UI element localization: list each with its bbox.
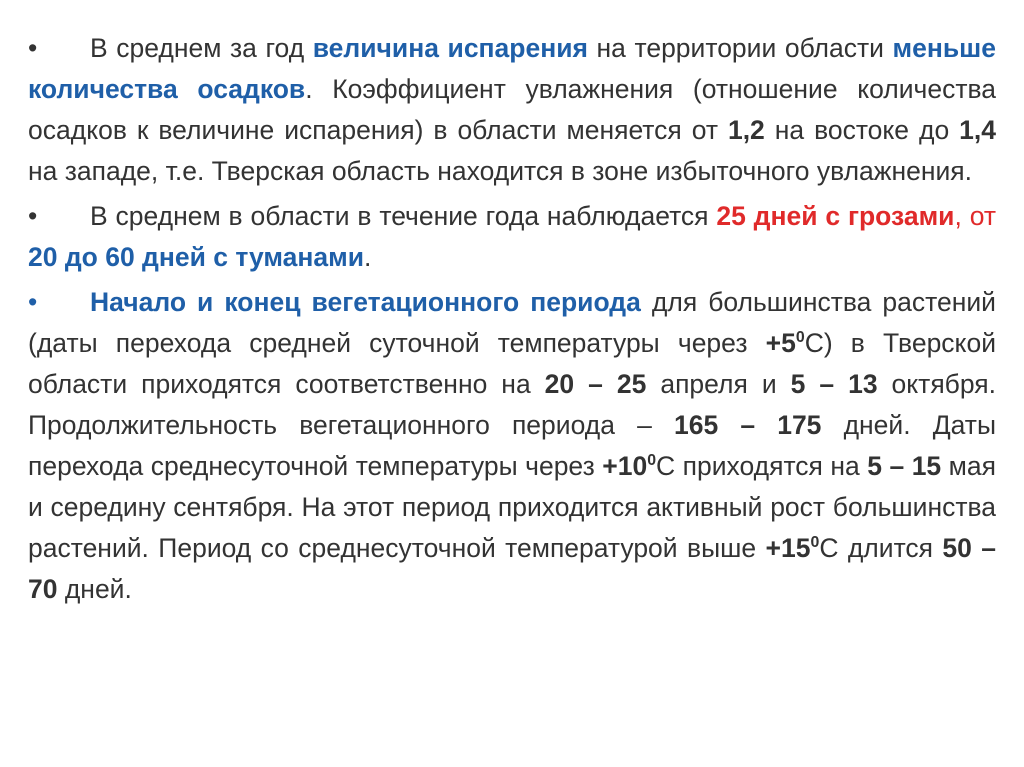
value-temp-15: $+15^0$ — [765, 533, 820, 563]
value-april-range: 20 – 25 — [544, 369, 647, 399]
value-coef-east: 1,2 — [727, 115, 765, 145]
highlight-vegetation-period: Начало и конец вегетационного периода — [90, 287, 641, 317]
bullet-marker: • — [28, 201, 38, 231]
paragraph-body — [28, 287, 996, 604]
text-segment: для большинства растений (даты перехода средней суточной температуры через — [28, 287, 996, 358]
text-segment: , от — [954, 201, 996, 231]
highlight-fog-days: 20 до 60 дней с туманами — [28, 242, 365, 272]
text-segment: мая и середину сентября. На этот период приходится активный рост большинства растений. Период со среднесуточной температурой выше — [28, 451, 996, 563]
paragraph-body — [28, 201, 996, 272]
text-segment: на территории области — [587, 33, 893, 63]
highlight-less-precipitation: меньше количества осадков — [28, 33, 996, 104]
text-segment: октября. Продолжительность вегетационного периода – — [28, 369, 996, 440]
text-segment: . — [364, 242, 372, 272]
text-segment: дней. Даты перехода среднесуточной температуры через — [28, 410, 996, 481]
text-segment: С) в Тверской области приходятся соответственно на — [28, 328, 996, 399]
bullet-paragraph-vegetation — [28, 282, 996, 610]
text-segment: В среднем за год — [90, 33, 313, 63]
value-temp-10: $+10^0$ — [602, 451, 657, 481]
text-segment: дней. — [57, 574, 132, 604]
bullet-paragraph-evaporation — [28, 28, 996, 192]
value-temp-5: $+5^0$ — [765, 328, 805, 358]
bullet-marker: • — [28, 33, 38, 63]
paragraph-body — [28, 33, 996, 186]
text-segment: на западе, т.е. Тверская область находится в зоне избыточного увлажнения. — [28, 156, 973, 186]
text-segment: В среднем в области в течение года наблюдается — [90, 201, 717, 231]
highlight-evaporation: величина испарения — [312, 33, 588, 63]
value-warm-days: 50 – 70 — [28, 533, 997, 604]
highlight-thunderstorm-days: 25 дней с грозами — [716, 201, 955, 231]
text-segment: на востоке до — [764, 115, 960, 145]
value-coef-west: 1,4 — [959, 115, 996, 145]
text-segment: С длится — [819, 533, 943, 563]
text-segment: апреля и — [646, 369, 791, 399]
bullet-paragraph-storms — [28, 196, 996, 278]
text-segment: С приходятся на — [656, 451, 868, 481]
value-may-range: 5 – 15 — [867, 451, 942, 481]
value-october-range: 5 – 13 — [790, 369, 878, 399]
text-segment: . Коэффициент увлажнения (отношение количества осадков к величине испарения) в области меняется от — [28, 74, 996, 145]
value-period-days: 165 – 175 — [673, 410, 822, 440]
bullet-marker: • — [28, 287, 38, 317]
